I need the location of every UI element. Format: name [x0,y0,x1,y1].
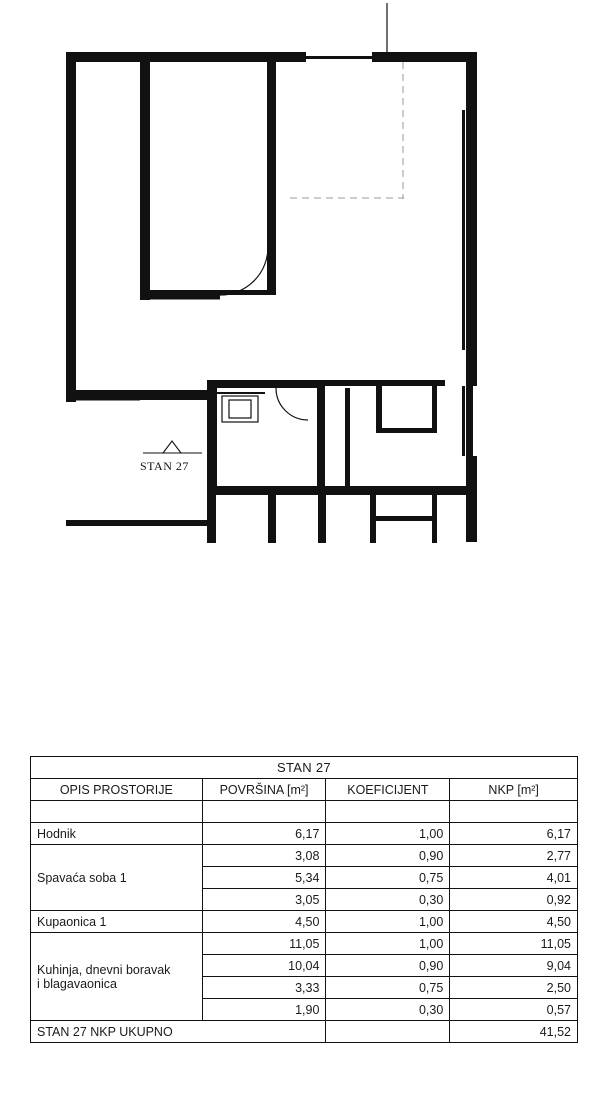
cell-area: 3,08 [202,845,326,867]
cell-area: 1,90 [202,999,326,1021]
cell-description: Kupaonica 1 [31,911,203,933]
header-nkp: NKP [m²] [450,779,578,801]
header-area: POVRŠINA [m²] [202,779,326,801]
cell-description [31,933,203,1021]
table-header-row [31,779,578,801]
cell-coefficient: 0,30 [326,999,450,1021]
cell-nkp [450,801,578,823]
cell-coefficient: 0,30 [326,889,450,911]
cell-nkp: 4,50 [450,911,578,933]
cell-coefficient: 1,00 [326,933,450,955]
header-coefficient: KOEFICIJENT [326,779,450,801]
table-row [31,933,578,955]
cell-nkp: 2,77 [450,845,578,867]
table-row [31,801,578,823]
cell-area: 6,17 [202,823,326,845]
cell-area: 11,05 [202,933,326,955]
cell-coefficient: 1,00 [326,911,450,933]
cell-description-line2: i blagavaonica [37,976,117,991]
cell-area: 10,04 [202,955,326,977]
table-row [31,845,578,867]
cell-nkp: 9,04 [450,955,578,977]
total-value: 41,52 [450,1021,578,1043]
cell-nkp: 0,57 [450,999,578,1021]
cell-nkp: 2,50 [450,977,578,999]
cell-area: 3,05 [202,889,326,911]
cell-description-line1: Kuhinja, dnevni boravak [37,962,171,977]
table-title-row [31,757,578,779]
cell-nkp: 6,17 [450,823,578,845]
cell-description: Spavaća soba 1 [31,845,203,911]
cell-coefficient: 0,90 [326,955,450,977]
cell-area: 3,33 [202,977,326,999]
cell-coefficient: 0,75 [326,867,450,889]
header-description: OPIS PROSTORIJE [31,779,203,801]
cell-area [202,801,326,823]
plan-unit-label: STAN 27 [140,459,189,473]
cell-area: 5,34 [202,867,326,889]
cell-coefficient: 0,75 [326,977,450,999]
table-title: STAN 27 [31,757,578,779]
cell-description [31,801,203,823]
table-row [31,911,578,933]
total-spacer [326,1021,450,1043]
cell-coefficient: 1,00 [326,823,450,845]
area-schedule-table [30,756,578,1043]
total-label: STAN 27 NKP UKUPNO [31,1021,326,1043]
cell-nkp: 0,92 [450,889,578,911]
table-total-row [31,1021,578,1043]
cell-area: 4,50 [202,911,326,933]
cell-coefficient [326,801,450,823]
cell-nkp: 11,05 [450,933,578,955]
cell-coefficient: 0,90 [326,845,450,867]
table-row [31,823,578,845]
cell-nkp: 4,01 [450,867,578,889]
cell-description: Hodnik [31,823,203,845]
